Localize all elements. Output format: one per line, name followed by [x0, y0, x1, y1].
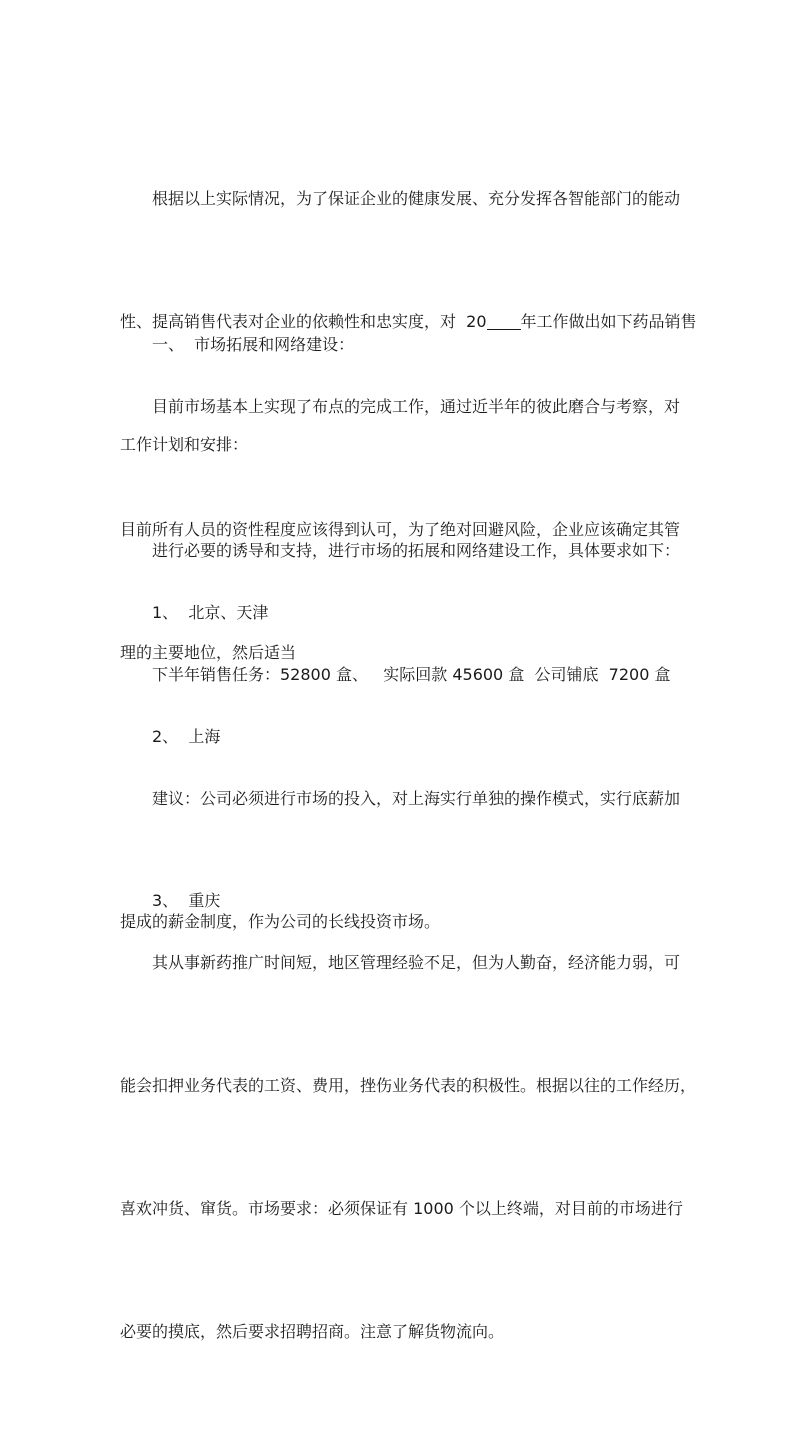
text-line: 目前所有人员的资性程度应该得到认可，为了绝对回避风险，企业应该确定其管 — [120, 520, 681, 539]
text-line: 能会扣押业务代表的工资、费用，挫伤业务代表的积极性。根据以往的工作经历， — [120, 1076, 697, 1095]
list-item-text: 3、 重庆 — [152, 891, 221, 910]
text-line: 下半年销售任务：52800 盒、 实际回款 45600 盒 公司铺底 7200 盒 — [152, 665, 671, 684]
list-item-text: 2、 上海 — [152, 727, 221, 746]
text-line: 建议：公司必须进行市场的投入，对上海实行单独的操作模式，实行底薪加 — [152, 789, 681, 808]
text-line: 提成的薪金制度，作为公司的长线投资市场。 — [120, 912, 441, 931]
text-fragment: 性、提高销售代表对企业的依赖性和忠实度，对 20 — [120, 312, 487, 331]
text-line: 进行必要的诱导和支持，进行市场的拓展和网络建设工作，具体要求如下： — [152, 541, 681, 560]
list-item-text: 1、 北京、天津 — [152, 603, 269, 622]
text-line: 必要的摸底，然后要求招聘招商。注意了解货物流向。 — [120, 1322, 505, 1341]
text-line: 喜欢冲货、窜货。市场要求：必须保证有 1000 个以上终端，对目前的市场进行 — [120, 1199, 683, 1218]
text-line: 目前市场基本上实现了布点的完成工作，通过近半年的彼此磨合与考察，对 — [152, 397, 681, 416]
text-line: 理的主要地位，然后适当 — [120, 643, 297, 662]
heading-text: 一、 市场拓展和网络建设： — [152, 335, 355, 354]
text-fragment: 年工作做出如下药品销售 — [520, 312, 697, 331]
text-line: 其从事新药推广时间短，地区管理经验不足，但为人勤奋，经济能力弱，可 — [152, 953, 681, 972]
text-line: 根据以上实际情况，为了保证企业的健康发展、充分发挥各智能部门的能动 — [152, 189, 681, 208]
chongqing-paragraph — [120, 860, 697, 1434]
text-line: 工作计划和安排： — [120, 435, 249, 454]
